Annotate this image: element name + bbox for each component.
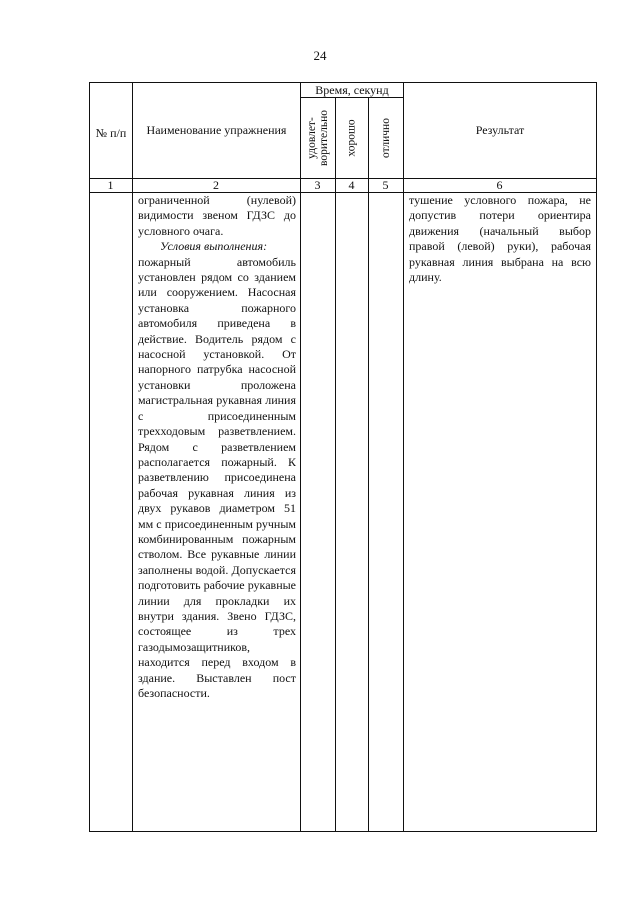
column-number: 1: [107, 178, 114, 192]
column-number: 2: [213, 178, 219, 192]
exercise-text-conditions: пожарный автомобиль установлен рядом со зданием или сооружением. Насосная установка пожарного автомобиля приведена в действие. Водитель рядом с насосной установкой. От напорного патрубка насосной установки проложена магистральная рукавная линия с присоединенным трехходовым разветвлением. Рядом с разветвлением располагается пожарный. К разветвлению присоединена рабочая рукавная линия из двух рукавов диаметром 51 мм с присоединенным ручным комбинированным пожарным стволом. Все рукавные линии заполнены водой. Допускается подготовить рабочие рукавные линии для прокладки их внутри здания. Звено ГДЗС, состоящее из трех газодымозащитников, находится перед входом в здание. Выставлен пост безопасности.: [138, 254, 296, 700]
header-result: Результат: [475, 123, 525, 137]
exercise-conditions: [138, 239, 296, 254]
conditions-label: Условия выполнения:: [160, 239, 268, 254]
result-text: тушение условного пожара, не допустив потери ориентира движения (начальный выбор правой (левой) руки), рабочая рукавная линия выбрана на всю длину.: [409, 193, 591, 285]
header-time-group: Время, секунд: [315, 82, 389, 97]
page-number: 24: [313, 48, 327, 63]
result-description: [409, 193, 591, 285]
header-num: № п/п: [95, 126, 127, 140]
exercise-table: [89, 82, 597, 832]
header-satisfactory: удовлет- ворительно: [306, 109, 330, 167]
column-number: 5: [382, 178, 389, 192]
exercise-description: [138, 193, 296, 701]
header-excellent: отлично: [380, 118, 393, 158]
column-number: 6: [496, 178, 503, 192]
column-number: 3: [314, 178, 321, 192]
exercise-text-intro: ограниченной (нулевой) видимости звеном ГДЗС до условного очага.: [138, 193, 296, 238]
column-number: 4: [348, 178, 355, 192]
header-exercise-name: Наименование упражнения: [146, 123, 287, 137]
header-good: хорошо: [346, 119, 359, 157]
